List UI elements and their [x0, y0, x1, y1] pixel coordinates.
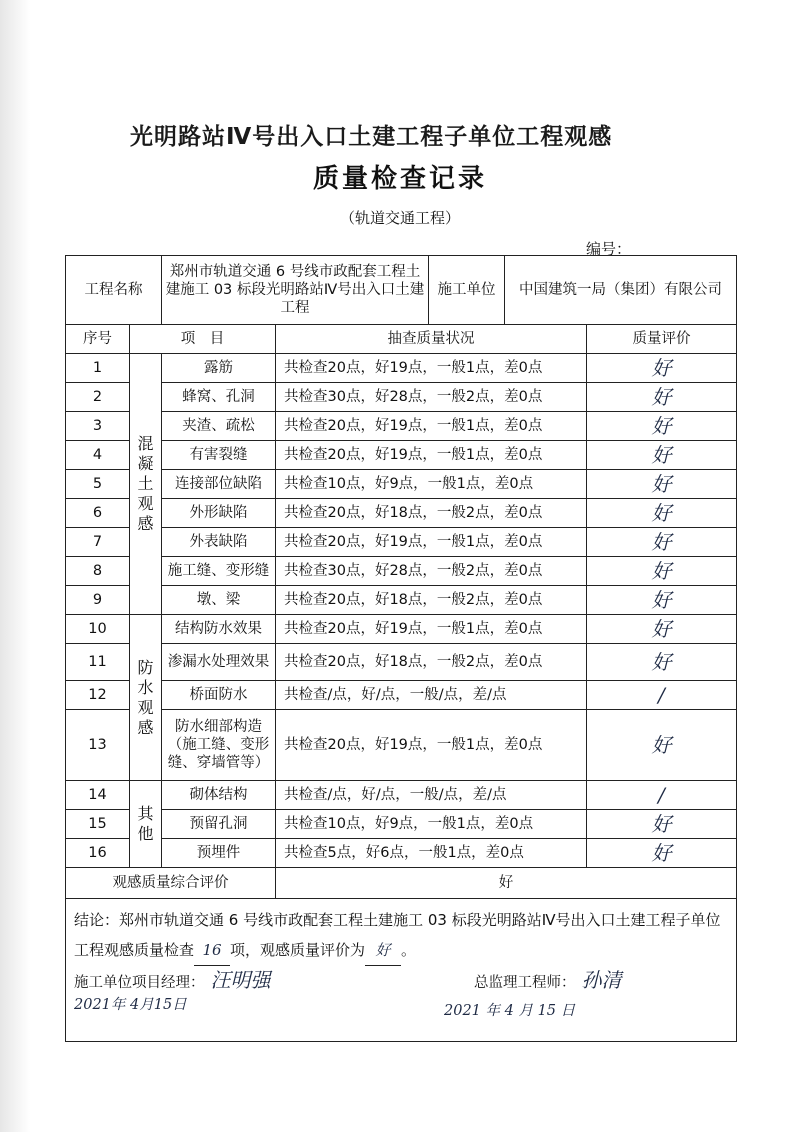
row-eval: 好	[587, 615, 737, 644]
chief-supervisor-signature-block	[474, 968, 622, 993]
row-seq: 14	[66, 781, 130, 810]
chief-supervisor-label: 总监理工程师：	[474, 975, 576, 991]
row-item: 砌体结构	[162, 781, 276, 810]
document-title: 光明路站Ⅳ号出入口土建工程子单位工程观感	[130, 124, 613, 150]
category-other: 其 他	[130, 781, 162, 868]
row-item: 防水细部构造（施工缝、变形缝、穿墙管等）	[162, 710, 276, 781]
row-eval: 好	[587, 528, 737, 557]
row-seq: 3	[66, 412, 130, 441]
row-item: 连接部位缺陷	[162, 470, 276, 499]
row-eval: /	[587, 681, 737, 710]
summary-label: 观感质量综合评价	[66, 868, 276, 899]
row-eval: 好	[587, 412, 737, 441]
chief-supervisor-signature: 孙清	[581, 968, 622, 992]
conclusion-cell	[66, 899, 737, 1042]
chief-supervisor-date: 2021 年 4 月 15 日	[444, 1003, 576, 1019]
row-seq: 1	[66, 354, 130, 383]
row-item: 预埋件	[162, 839, 276, 868]
row-seq: 9	[66, 586, 130, 615]
row-seq: 6	[66, 499, 130, 528]
column-header-check: 抽查质量状况	[276, 325, 587, 354]
row-seq: 15	[66, 810, 130, 839]
row-check: 共检查/点，好/点，一般/点，差/点	[276, 781, 587, 810]
row-item: 有害裂缝	[162, 441, 276, 470]
row-check: 共检查20点，好18点，一般2点，差0点	[276, 644, 587, 681]
inspection-record-table	[65, 255, 737, 1042]
row-item: 露筋	[162, 354, 276, 383]
category-waterproof: 防 水 观 感	[130, 615, 162, 781]
row-eval: 好	[587, 557, 737, 586]
category-concrete: 混 凝 土 观 感	[130, 354, 162, 615]
date-row	[74, 996, 728, 1026]
row-check: 共检查20点，好19点，一般1点，差0点	[276, 710, 587, 781]
row-item: 夹渣、疏松	[162, 412, 276, 441]
document-title-line2: 质量检查记录	[312, 164, 487, 194]
row-seq: 4	[66, 441, 130, 470]
row-check: 共检查30点，好28点，一般2点，差0点	[276, 383, 587, 412]
row-seq: 2	[66, 383, 130, 412]
project-name-label: 工程名称	[66, 256, 162, 325]
row-item: 外表缺陷	[162, 528, 276, 557]
row-item: 桥面防水	[162, 681, 276, 710]
conclusion-text	[74, 905, 728, 966]
project-name-value: 郑州市轨道交通 6 号线市政配套工程土建施工 03 标段光明路站Ⅳ号出入口土建工程	[162, 256, 429, 325]
row-check: 共检查20点，好19点，一般1点，差0点	[276, 528, 587, 557]
record-number-label: 编号：	[586, 240, 632, 258]
row-eval: 好	[587, 354, 737, 383]
conclusion-item-count: 16	[194, 935, 230, 966]
column-header-seq: 序号	[66, 325, 130, 354]
row-eval: 好	[587, 839, 737, 868]
row-seq: 11	[66, 644, 130, 681]
column-header-eval: 质量评价	[587, 325, 737, 354]
row-check: 共检查20点，好19点，一般1点，差0点	[276, 441, 587, 470]
project-manager-date: 2021年 4月15日	[74, 997, 187, 1013]
row-eval: 好	[587, 441, 737, 470]
row-seq: 7	[66, 528, 130, 557]
conclusion-middle: 项，观感质量评价为	[230, 941, 366, 959]
row-item: 渗漏水处理效果	[162, 644, 276, 681]
row-seq: 5	[66, 470, 130, 499]
row-seq: 16	[66, 839, 130, 868]
row-eval: 好	[587, 470, 737, 499]
signature-row	[74, 966, 728, 996]
document-subtitle: （轨道交通工程）	[339, 209, 460, 227]
row-check: 共检查20点，好18点，一般2点，差0点	[276, 586, 587, 615]
row-item: 结构防水效果	[162, 615, 276, 644]
column-header-item: 项 目	[130, 325, 276, 354]
row-seq: 10	[66, 615, 130, 644]
row-check: 共检查20点，好19点，一般1点，差0点	[276, 615, 587, 644]
row-check: 共检查20点，好19点，一般1点，差0点	[276, 412, 587, 441]
row-item: 预留孔洞	[162, 810, 276, 839]
row-eval: 好	[587, 499, 737, 528]
row-seq: 8	[66, 557, 130, 586]
row-eval: 好	[587, 644, 737, 681]
row-seq: 13	[66, 710, 130, 781]
row-item: 外形缺陷	[162, 499, 276, 528]
row-check: 共检查20点，好18点，一般2点，差0点	[276, 499, 587, 528]
project-manager-signature-block	[74, 968, 271, 993]
row-eval: 好	[587, 586, 737, 615]
row-seq: 12	[66, 681, 130, 710]
row-check: 共检查10点，好9点，一般1点，差0点	[276, 810, 587, 839]
row-eval: /	[587, 781, 737, 810]
row-check: 共检查/点，好/点，一般/点，差/点	[276, 681, 587, 710]
row-eval: 好	[587, 710, 737, 781]
row-item: 墩、梁	[162, 586, 276, 615]
contractor-value: 中国建筑一局（集团）有限公司	[505, 256, 737, 325]
conclusion-prefix: 结论：郑州市轨道交通 6 号线市政配套工程土建施工 03 标段光明路站Ⅳ号出入口土建工程子单位工程观感质量检查	[74, 911, 721, 959]
project-manager-label: 施工单位项目经理：	[74, 975, 205, 991]
row-check: 共检查30点，好28点，一般2点，差0点	[276, 557, 587, 586]
conclusion-suffix: 。	[401, 941, 417, 959]
row-check: 共检查20点，好19点，一般1点，差0点	[276, 354, 587, 383]
conclusion-result: 好	[365, 935, 401, 966]
summary-value: 好	[276, 868, 737, 899]
row-item: 施工缝、变形缝	[162, 557, 276, 586]
row-eval: 好	[587, 383, 737, 412]
row-check: 共检查10点，好9点，一般1点，差0点	[276, 470, 587, 499]
row-eval: 好	[587, 810, 737, 839]
row-check: 共检查5点，好6点，一般1点，差0点	[276, 839, 587, 868]
row-item: 蜂窝、孔洞	[162, 383, 276, 412]
project-manager-signature: 汪明强	[210, 968, 271, 992]
contractor-label: 施工单位	[429, 256, 505, 325]
